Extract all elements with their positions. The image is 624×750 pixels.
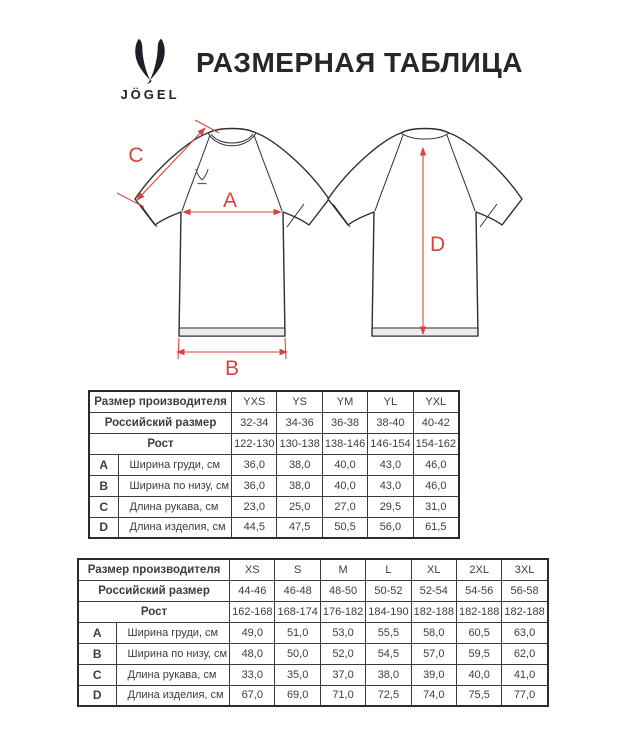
measure-value: 43,0 <box>368 475 413 496</box>
measure-row <box>78 685 548 706</box>
measure-row <box>89 517 459 538</box>
measure-label: Длина изделия, см <box>118 517 232 538</box>
header-cell: 162-168 <box>230 601 275 622</box>
measure-label: Ширина груди, см <box>118 454 232 475</box>
header-cell: 50-52 <box>366 580 411 601</box>
measure-value: 48,0 <box>230 643 275 664</box>
measure-value: 57,0 <box>411 643 456 664</box>
header-cell: 154-162 <box>413 433 459 454</box>
measure-value: 25,0 <box>277 496 322 517</box>
header-cell: M <box>320 559 365 580</box>
dim-label-b: B <box>224 357 240 378</box>
measure-row <box>78 664 548 685</box>
dim-label-a: A <box>222 189 238 212</box>
header-row-label: Размер производителя <box>89 391 232 412</box>
measure-value: 58,0 <box>411 622 456 643</box>
measure-value: 67,0 <box>230 685 275 706</box>
header-cell: YXS <box>232 391 277 412</box>
header-cell: 176-182 <box>320 601 365 622</box>
header-row <box>78 601 548 622</box>
header-cell: 56-58 <box>502 580 548 601</box>
measure-value: 77,0 <box>502 685 548 706</box>
tshirt-back-outline <box>328 129 522 337</box>
measure-label: Длина изделия, см <box>116 685 230 706</box>
header-cell: 36-38 <box>322 412 367 433</box>
measure-value: 51,0 <box>275 622 320 643</box>
measure-value: 38,0 <box>366 664 411 685</box>
header-cell: 54-56 <box>456 580 501 601</box>
header-cell: YL <box>368 391 413 412</box>
measure-row <box>89 454 459 475</box>
header-cell: YS <box>277 391 322 412</box>
measure-row <box>78 622 548 643</box>
header-cell: YM <box>322 391 367 412</box>
measure-row <box>89 496 459 517</box>
measure-letter: A <box>78 622 116 643</box>
measure-letter: C <box>78 664 116 685</box>
measure-value: 33,0 <box>230 664 275 685</box>
measure-value: 56,0 <box>368 517 413 538</box>
header-cell: 182-188 <box>411 601 456 622</box>
hem-band <box>180 329 284 336</box>
measure-label: Ширина по низу, см <box>118 475 232 496</box>
header-cell: 46-48 <box>275 580 320 601</box>
header-cell: 32-34 <box>232 412 277 433</box>
measure-value: 44,5 <box>232 517 277 538</box>
header-row-label: Размер производителя <box>78 559 230 580</box>
brand-wordmark: JÖGEL <box>120 87 180 102</box>
measure-letter: B <box>78 643 116 664</box>
header-cell: 3XL <box>502 559 548 580</box>
measure-label: Ширина груди, см <box>116 622 230 643</box>
measure-value: 38,0 <box>277 475 322 496</box>
header-row-label: Российский размер <box>78 580 230 601</box>
measure-row <box>78 643 548 664</box>
measure-value: 36,0 <box>232 454 277 475</box>
measure-value: 54,5 <box>366 643 411 664</box>
measure-label: Длина рукава, см <box>118 496 232 517</box>
measure-value: 41,0 <box>502 664 548 685</box>
measure-value: 37,0 <box>320 664 365 685</box>
header-cell: 52-54 <box>411 580 456 601</box>
measure-value: 43,0 <box>368 454 413 475</box>
page-title: РАЗМЕРНАЯ ТАБЛИЦА <box>196 47 523 78</box>
adult-size-table <box>77 558 549 707</box>
header-row <box>89 412 459 433</box>
measure-value: 63,0 <box>502 622 548 643</box>
measure-value: 74,0 <box>411 685 456 706</box>
measure-value: 31,0 <box>413 496 459 517</box>
measure-value: 61,5 <box>413 517 459 538</box>
measure-value: 59,5 <box>456 643 501 664</box>
measure-letter: D <box>78 685 116 706</box>
measure-value: 39,0 <box>411 664 456 685</box>
header-row <box>78 580 548 601</box>
measure-value: 72,5 <box>366 685 411 706</box>
measure-value: 53,0 <box>320 622 365 643</box>
measure-value: 36,0 <box>232 475 277 496</box>
youth-size-table <box>88 390 460 539</box>
header-cell: 168-174 <box>275 601 320 622</box>
header-row <box>89 391 459 412</box>
measure-value: 60,5 <box>456 622 501 643</box>
header-cell: 146-154 <box>368 433 413 454</box>
measure-letter: C <box>89 496 118 517</box>
measure-value: 40,0 <box>456 664 501 685</box>
measure-value: 50,5 <box>322 517 367 538</box>
header-cell: YXL <box>413 391 459 412</box>
measure-letter: B <box>89 475 118 496</box>
header-cell: 2XL <box>456 559 501 580</box>
measure-value: 71,0 <box>320 685 365 706</box>
header-cell: 184-190 <box>366 601 411 622</box>
measure-value: 29,5 <box>368 496 413 517</box>
header-cell: 44-46 <box>230 580 275 601</box>
measure-value: 49,0 <box>230 622 275 643</box>
header-cell: 138-146 <box>322 433 367 454</box>
dim-label-c: C <box>128 144 144 167</box>
header-cell: 182-188 <box>502 601 548 622</box>
header-cell: 182-188 <box>456 601 501 622</box>
measure-row <box>89 475 459 496</box>
header-cell: 34-36 <box>277 412 322 433</box>
header-row <box>89 433 459 454</box>
header-cell: XL <box>411 559 456 580</box>
hem-band <box>373 329 477 336</box>
measure-letter: A <box>89 454 118 475</box>
header-cell: S <box>275 559 320 580</box>
tshirt-back-diagram <box>290 106 540 378</box>
measure-value: 52,0 <box>320 643 365 664</box>
measure-value: 47,5 <box>277 517 322 538</box>
header-cell: 48-50 <box>320 580 365 601</box>
measure-value: 27,0 <box>322 496 367 517</box>
measure-letter: D <box>89 517 118 538</box>
header-cell: 130-138 <box>277 433 322 454</box>
measure-value: 46,0 <box>413 454 459 475</box>
header-row <box>78 559 548 580</box>
measure-label: Длина рукава, см <box>116 664 230 685</box>
header-cell: L <box>366 559 411 580</box>
measure-label: Ширина по низу, см <box>116 643 230 664</box>
dim-label-d: D <box>430 233 446 256</box>
measure-value: 40,0 <box>322 454 367 475</box>
measure-value: 50,0 <box>275 643 320 664</box>
header-cell: 122-130 <box>232 433 277 454</box>
header-row-label: Рост <box>78 601 230 622</box>
measure-value: 38,0 <box>277 454 322 475</box>
measure-value: 62,0 <box>502 643 548 664</box>
measure-value: 69,0 <box>275 685 320 706</box>
measure-value: 75,5 <box>456 685 501 706</box>
measure-value: 35,0 <box>275 664 320 685</box>
measure-value: 23,0 <box>232 496 277 517</box>
header-row-label: Российский размер <box>89 412 232 433</box>
header-cell: XS <box>230 559 275 580</box>
header-cell: 40-42 <box>413 412 459 433</box>
jogel-v-mark-icon <box>131 37 169 85</box>
measure-value: 46,0 <box>413 475 459 496</box>
measure-value: 55,5 <box>366 622 411 643</box>
header-row-label: Рост <box>89 433 232 454</box>
measure-value: 40,0 <box>322 475 367 496</box>
header-cell: 38-40 <box>368 412 413 433</box>
